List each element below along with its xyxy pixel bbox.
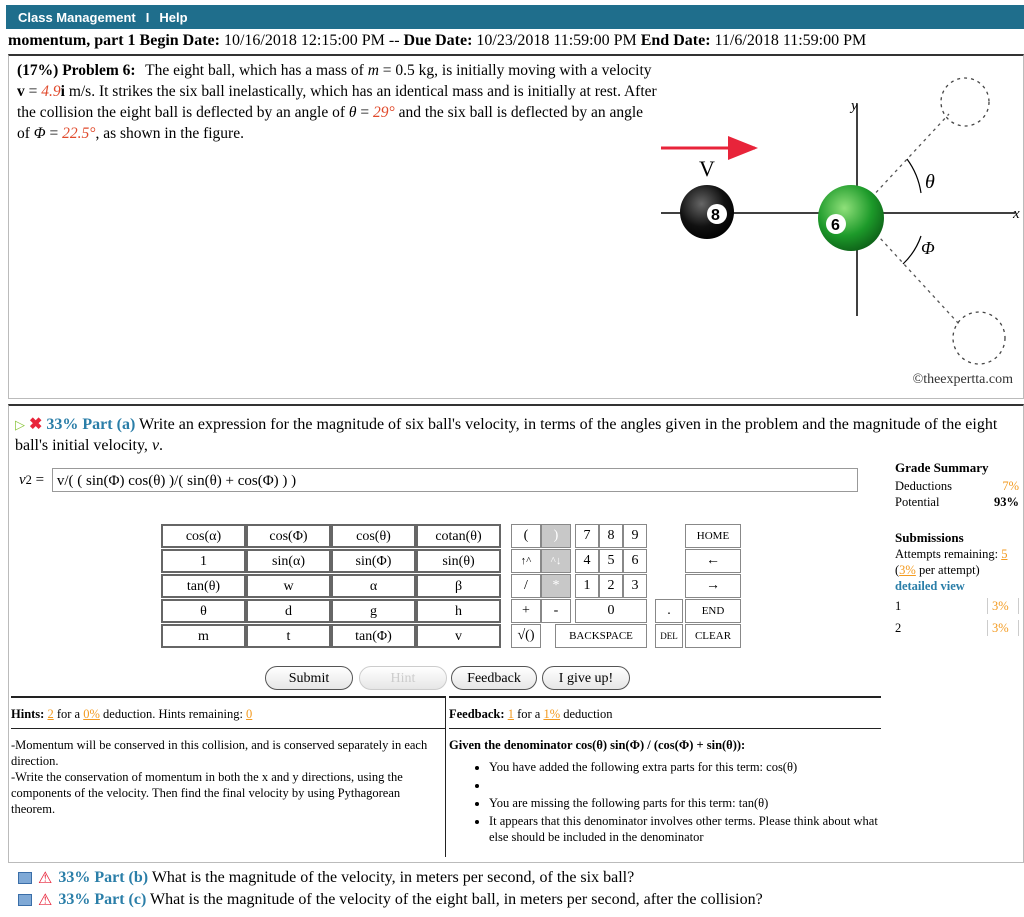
key-7[interactable]: 7: [575, 524, 599, 548]
key-decimal[interactable]: .: [655, 599, 683, 623]
velocity-eq: =: [24, 83, 42, 100]
potential-value: 93%: [994, 495, 1019, 509]
wrong-x-icon: ✖: [29, 416, 43, 433]
velocity-label: V: [699, 156, 715, 181]
theta-symbol: θ: [348, 104, 357, 121]
feedback-button[interactable]: Feedback: [451, 666, 537, 690]
problem-text-2: m/s. It strikes the six ball inelastically, which has an identical mass and is initially at rest. After the collision the eight ball is deflected by an angle of: [17, 83, 657, 121]
key-m[interactable]: m: [161, 624, 246, 648]
help-link[interactable]: Help: [159, 9, 188, 25]
problem-text-3: and the six ball is deflected by an angle of: [17, 104, 644, 142]
phi-label: Φ: [921, 238, 935, 258]
hint-2: -Write the conservation of momentum in both the x and y directions, using the components of the velocity. Then find the final velocity by using Pythagorean theorem.: [11, 770, 403, 816]
hint-button[interactable]: Hint: [359, 666, 447, 690]
expand-icon[interactable]: [18, 894, 32, 906]
warning-icon: ⚠: [38, 870, 53, 887]
key-1-digit[interactable]: 1: [575, 574, 599, 598]
key-1[interactable]: 1: [161, 549, 246, 573]
answer-row: [19, 468, 858, 492]
problem-label: Problem 6:: [62, 62, 136, 79]
problem-panel: [8, 54, 1024, 399]
end-date-value: 11/6/2018 11:59:00 PM: [714, 32, 867, 49]
theta-value: 29°: [372, 104, 395, 121]
velocity-value: 4.9: [41, 83, 61, 100]
hints-for-a: for a: [53, 707, 84, 721]
key-3[interactable]: 3: [623, 574, 647, 598]
assignment-name: momentum, part 1: [8, 32, 136, 49]
key-end[interactable]: END: [685, 599, 741, 623]
problem-text-4: , as shown in the figure.: [95, 125, 244, 142]
begin-date-value: 10/16/2018 12:15:00 PM: [223, 32, 385, 49]
key-v[interactable]: v: [416, 624, 501, 648]
feedback-label: Feedback:: [449, 707, 505, 721]
feedback-deduction-text: deduction: [560, 707, 613, 721]
key-sin-alpha[interactable]: sin(α): [246, 549, 331, 573]
key-clear[interactable]: CLEAR: [685, 624, 741, 648]
feedback-for-a: for a: [513, 707, 544, 721]
velocity-symbol: v: [17, 83, 25, 100]
grade-summary: Grade Summary Deductions 7% Potential 93% Submissions Attempts remaining: 5 (3% per attempt) detailed view 1 3% 2 3%: [895, 460, 1019, 635]
eight-ball-number: 8: [711, 207, 720, 224]
attempts-label: Attempts remaining:: [895, 547, 999, 561]
phi-arc: [903, 236, 921, 264]
key-cos-phi[interactable]: cos(Φ): [246, 524, 331, 548]
answer-input[interactable]: v/( ( sin(Φ) cos(θ) )/( sin(θ) + cos(Φ) ) ): [52, 468, 858, 492]
potential-label: Potential: [895, 495, 940, 509]
submission-deduction: 3%: [987, 598, 1014, 614]
key-power-down[interactable]: ^↓: [541, 549, 571, 573]
deductions-value: 7%: [1002, 479, 1019, 493]
part-c-percent: 33%: [58, 891, 91, 908]
part-b-row[interactable]: [18, 868, 634, 888]
feedback-header: [449, 696, 881, 728]
part-b-percent: 33%: [58, 869, 91, 886]
eight-ball-final-position: [941, 78, 989, 126]
answer-equals: =: [31, 471, 48, 488]
play-icon[interactable]: ▷: [15, 417, 25, 432]
date-separator: --: [388, 32, 400, 49]
collision-figure: [639, 66, 1024, 396]
feedback-item: • You are missing the following parts for this term: tan(θ): [489, 795, 881, 811]
y-axis-label: y: [851, 98, 858, 114]
hints-header: [11, 696, 445, 728]
part-b-question: What is the magnitude of the velocity, in meters per second, of the six ball?: [148, 869, 635, 886]
attempts-value: 5: [1001, 547, 1008, 561]
key-9[interactable]: 9: [623, 524, 647, 548]
due-date-label: Due Date:: [403, 32, 473, 49]
phi-eq: =: [45, 125, 63, 142]
key-t[interactable]: t: [246, 624, 331, 648]
part-a-end: .: [159, 437, 164, 454]
answer-variable-subscript: 2: [25, 472, 32, 487]
key-power-up[interactable]: ↑^: [511, 549, 541, 573]
key-beta[interactable]: β: [416, 574, 501, 598]
theta-label: θ: [925, 171, 935, 193]
submission-row: [895, 620, 1019, 636]
part-a-percent: 33%: [46, 416, 79, 433]
key-sqrt[interactable]: √(): [511, 624, 541, 648]
assignment-title-line: [8, 32, 866, 50]
part-a-v-symbol: v: [151, 437, 160, 454]
key-2[interactable]: 2: [599, 574, 623, 598]
detailed-view-link[interactable]: detailed view: [895, 579, 965, 593]
hints-label: Hints:: [11, 707, 45, 721]
key-left-arrow[interactable]: ←: [685, 549, 741, 573]
give-up-button[interactable]: I give up!: [542, 666, 630, 690]
feedback-panel: [449, 696, 881, 847]
key-home[interactable]: HOME: [685, 524, 741, 548]
hints-panel: [11, 696, 446, 857]
key-cos-theta[interactable]: cos(θ): [331, 524, 416, 548]
feedback-item: • It appears that this denominator involves other terms. Please think about what else should be included in the denominator: [489, 813, 881, 845]
six-ball-number: 6: [831, 217, 840, 234]
part-c-row[interactable]: [18, 890, 763, 910]
figure-copyright: ©theexpertta.com: [912, 372, 1013, 387]
class-management-link[interactable]: Class Management: [18, 9, 136, 25]
problem-text: [17, 60, 657, 144]
hints-count: 2: [47, 707, 54, 721]
problem-text-1: The eight ball, which has a mass of: [145, 62, 368, 79]
per-attempt-text: per attempt): [918, 563, 980, 577]
key-multiply[interactable]: *: [541, 574, 571, 598]
problem-weight: (17%): [17, 62, 59, 79]
feedback-count: 1: [507, 707, 514, 721]
answer-variable: v: [19, 471, 26, 488]
top-menu-bar: [6, 5, 1024, 29]
key-minus[interactable]: -: [541, 599, 571, 623]
key-h[interactable]: h: [416, 599, 501, 623]
part-c-question: What is the magnitude of the velocity of the eight ball, in meters per second, after the collision?: [146, 891, 763, 908]
part-a-name: Part (a): [82, 416, 136, 433]
part-c-name: Part (c): [94, 891, 147, 908]
part-b-name: Part (b): [94, 869, 149, 886]
key-w[interactable]: w: [246, 574, 331, 598]
key-del[interactable]: DEL: [655, 624, 683, 648]
six-ball: [818, 185, 884, 251]
x-axis-label: x: [1013, 206, 1020, 222]
hint-1: -Momentum will be conserved in this collision, and is conserved separately in each direction.: [11, 738, 428, 768]
feedback-list: [449, 759, 881, 845]
submission-deduction: 3%: [987, 620, 1014, 636]
key-5[interactable]: 5: [599, 549, 623, 573]
key-0[interactable]: 0: [575, 599, 647, 623]
feedback-intro: Given the denominator cos(θ) sin(Φ) / (cos(Φ) + sin(θ)):: [449, 738, 746, 752]
part-a-question: Write an expression for the magnitude of six ball's velocity, in terms of the angles given in the problem and the magnitude of the eight ball's initial velocity,: [15, 416, 998, 454]
key-divide[interactable]: /: [511, 574, 541, 598]
six-ball-final-position: [953, 312, 1005, 364]
velocity-unit-vector: i: [60, 83, 65, 100]
key-4[interactable]: 4: [575, 549, 599, 573]
key-8[interactable]: 8: [599, 524, 623, 548]
expand-icon[interactable]: [18, 872, 32, 884]
feedback-pct: 1%: [543, 707, 561, 721]
key-backspace[interactable]: BACKSPACE: [555, 624, 647, 648]
key-alpha[interactable]: α: [331, 574, 416, 598]
key-g[interactable]: g: [331, 599, 416, 623]
key-tan-phi[interactable]: tan(Φ): [331, 624, 416, 648]
hints-pct: 0%: [83, 707, 100, 721]
submission-number: 1: [895, 599, 902, 613]
per-attempt-pct: 3%: [899, 563, 916, 577]
mass-symbol: m: [367, 62, 379, 79]
key-plus[interactable]: +: [511, 599, 541, 623]
part-a-panel: [8, 404, 1024, 863]
key-6[interactable]: 6: [623, 549, 647, 573]
key-tan-theta[interactable]: tan(θ): [161, 574, 246, 598]
deductions-label: Deductions: [895, 479, 952, 493]
begin-date-label: Begin Date:: [139, 32, 220, 49]
mass-value: = 0.5 kg, is initially moving with a velocity: [378, 62, 652, 79]
key-sin-theta[interactable]: sin(θ): [416, 549, 501, 573]
menu-separator: I: [145, 9, 150, 25]
grade-summary-title: Grade Summary: [895, 460, 989, 475]
submit-button[interactable]: Submit: [265, 666, 353, 690]
feedback-item: [489, 777, 881, 793]
part-a-heading: [15, 414, 1020, 456]
warning-icon: ⚠: [38, 892, 53, 909]
hints-remaining: 0: [246, 707, 253, 721]
theta-eq: =: [356, 104, 373, 121]
feedback-item: • You have added the following extra parts for this term: cos(θ): [489, 759, 881, 775]
hints-deduction-text: deduction. Hints remaining:: [99, 707, 247, 721]
submissions-title: Submissions: [895, 530, 964, 545]
theta-arc: [907, 159, 921, 193]
phi-symbol: Φ: [33, 125, 46, 142]
end-date-label: End Date:: [640, 32, 711, 49]
key-open-paren[interactable]: (: [511, 524, 541, 548]
key-cotan-theta[interactable]: cotan(θ): [416, 524, 501, 548]
key-right-arrow[interactable]: →: [685, 574, 741, 598]
key-cos-alpha[interactable]: cos(α): [161, 524, 246, 548]
key-close-paren[interactable]: ): [541, 524, 571, 548]
submission-number: 2: [895, 621, 902, 635]
key-d[interactable]: d: [246, 599, 331, 623]
key-sin-phi[interactable]: sin(Φ): [331, 549, 416, 573]
key-theta[interactable]: θ: [161, 599, 246, 623]
due-date-value: 10/23/2018 11:59:00 PM: [476, 32, 637, 49]
phi-value: 22.5°: [62, 125, 96, 142]
submission-row: [895, 598, 1019, 614]
